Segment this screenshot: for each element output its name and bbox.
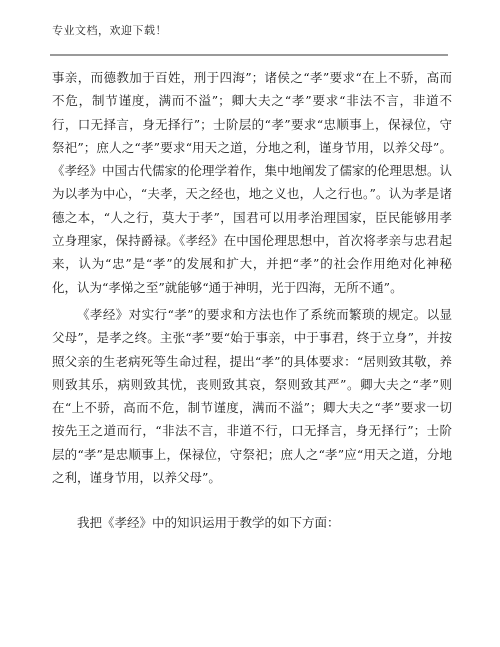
body-paragraph-2: 《孝经》对实行“孝”的要求和方法也作了系统而繁琐的规定。以显父母”，是孝之终。主张“孝”要“始于事亲，中于事君，终于立身”，并按照父亲的生老病死等生命过程，提出“孝”的具体要求：“居则致其敬，养则致其乐，病则致其忧，丧则致其哀，祭则致其严”。卿大夫之“孝”则在“上不骄，高而不危，制节谨度，满而不溢”；卿大夫之“孝”要求一切按先王之道而行，“非法不言，非道不行，口无择言，身无择行”；士阶层的“孝”是忠顺事上，保禄位，守祭祀；庶人之“孝”应“用天之道，分地之利，谨身节用，以养父母”。 xyxy=(52,306,452,486)
document-header: 专业文档，欢迎下载！ xyxy=(52,24,167,37)
document-body xyxy=(52,66,452,535)
body-paragraph-3: 我把《孝经》中的知识运用于教学的如下方面： xyxy=(77,515,340,531)
body-paragraph-1: 事亲，而德教加于百姓，刑于四海”；诸侯之“孝”要求“在上不骄，高而不危，制节谨度，满而不溢”；卿大夫之“孝”要求“非法不言，非道不行，口无择言，身无择行”；士阶层的“孝”要求“忠顺事上，保禄位，守祭祀”；庶人之“孝”要求“用天之道，分地之利，谨身节用，以养父母”。《孝经》中国古代儒家的伦理学着作，集中地阐发了儒家的伦理思想。认为以孝为中心，“夫孝，天之经也，地之义也，人之行也。”。认为孝是诸德之本，“人之行，莫大于孝”，国君可以用孝治理国家，臣民能够用孝立身理家，保持爵禄。《孝经》在中国伦理思想中，首次将孝亲与忠君起来，认为“忠”是“孝”的发展和扩大，并把“孝”的社会作用绝对化神秘化，认为“孝悌之至”就能够“通于神明，光于四海，无所不通”。 xyxy=(52,70,453,295)
header-divider xyxy=(50,54,448,56)
